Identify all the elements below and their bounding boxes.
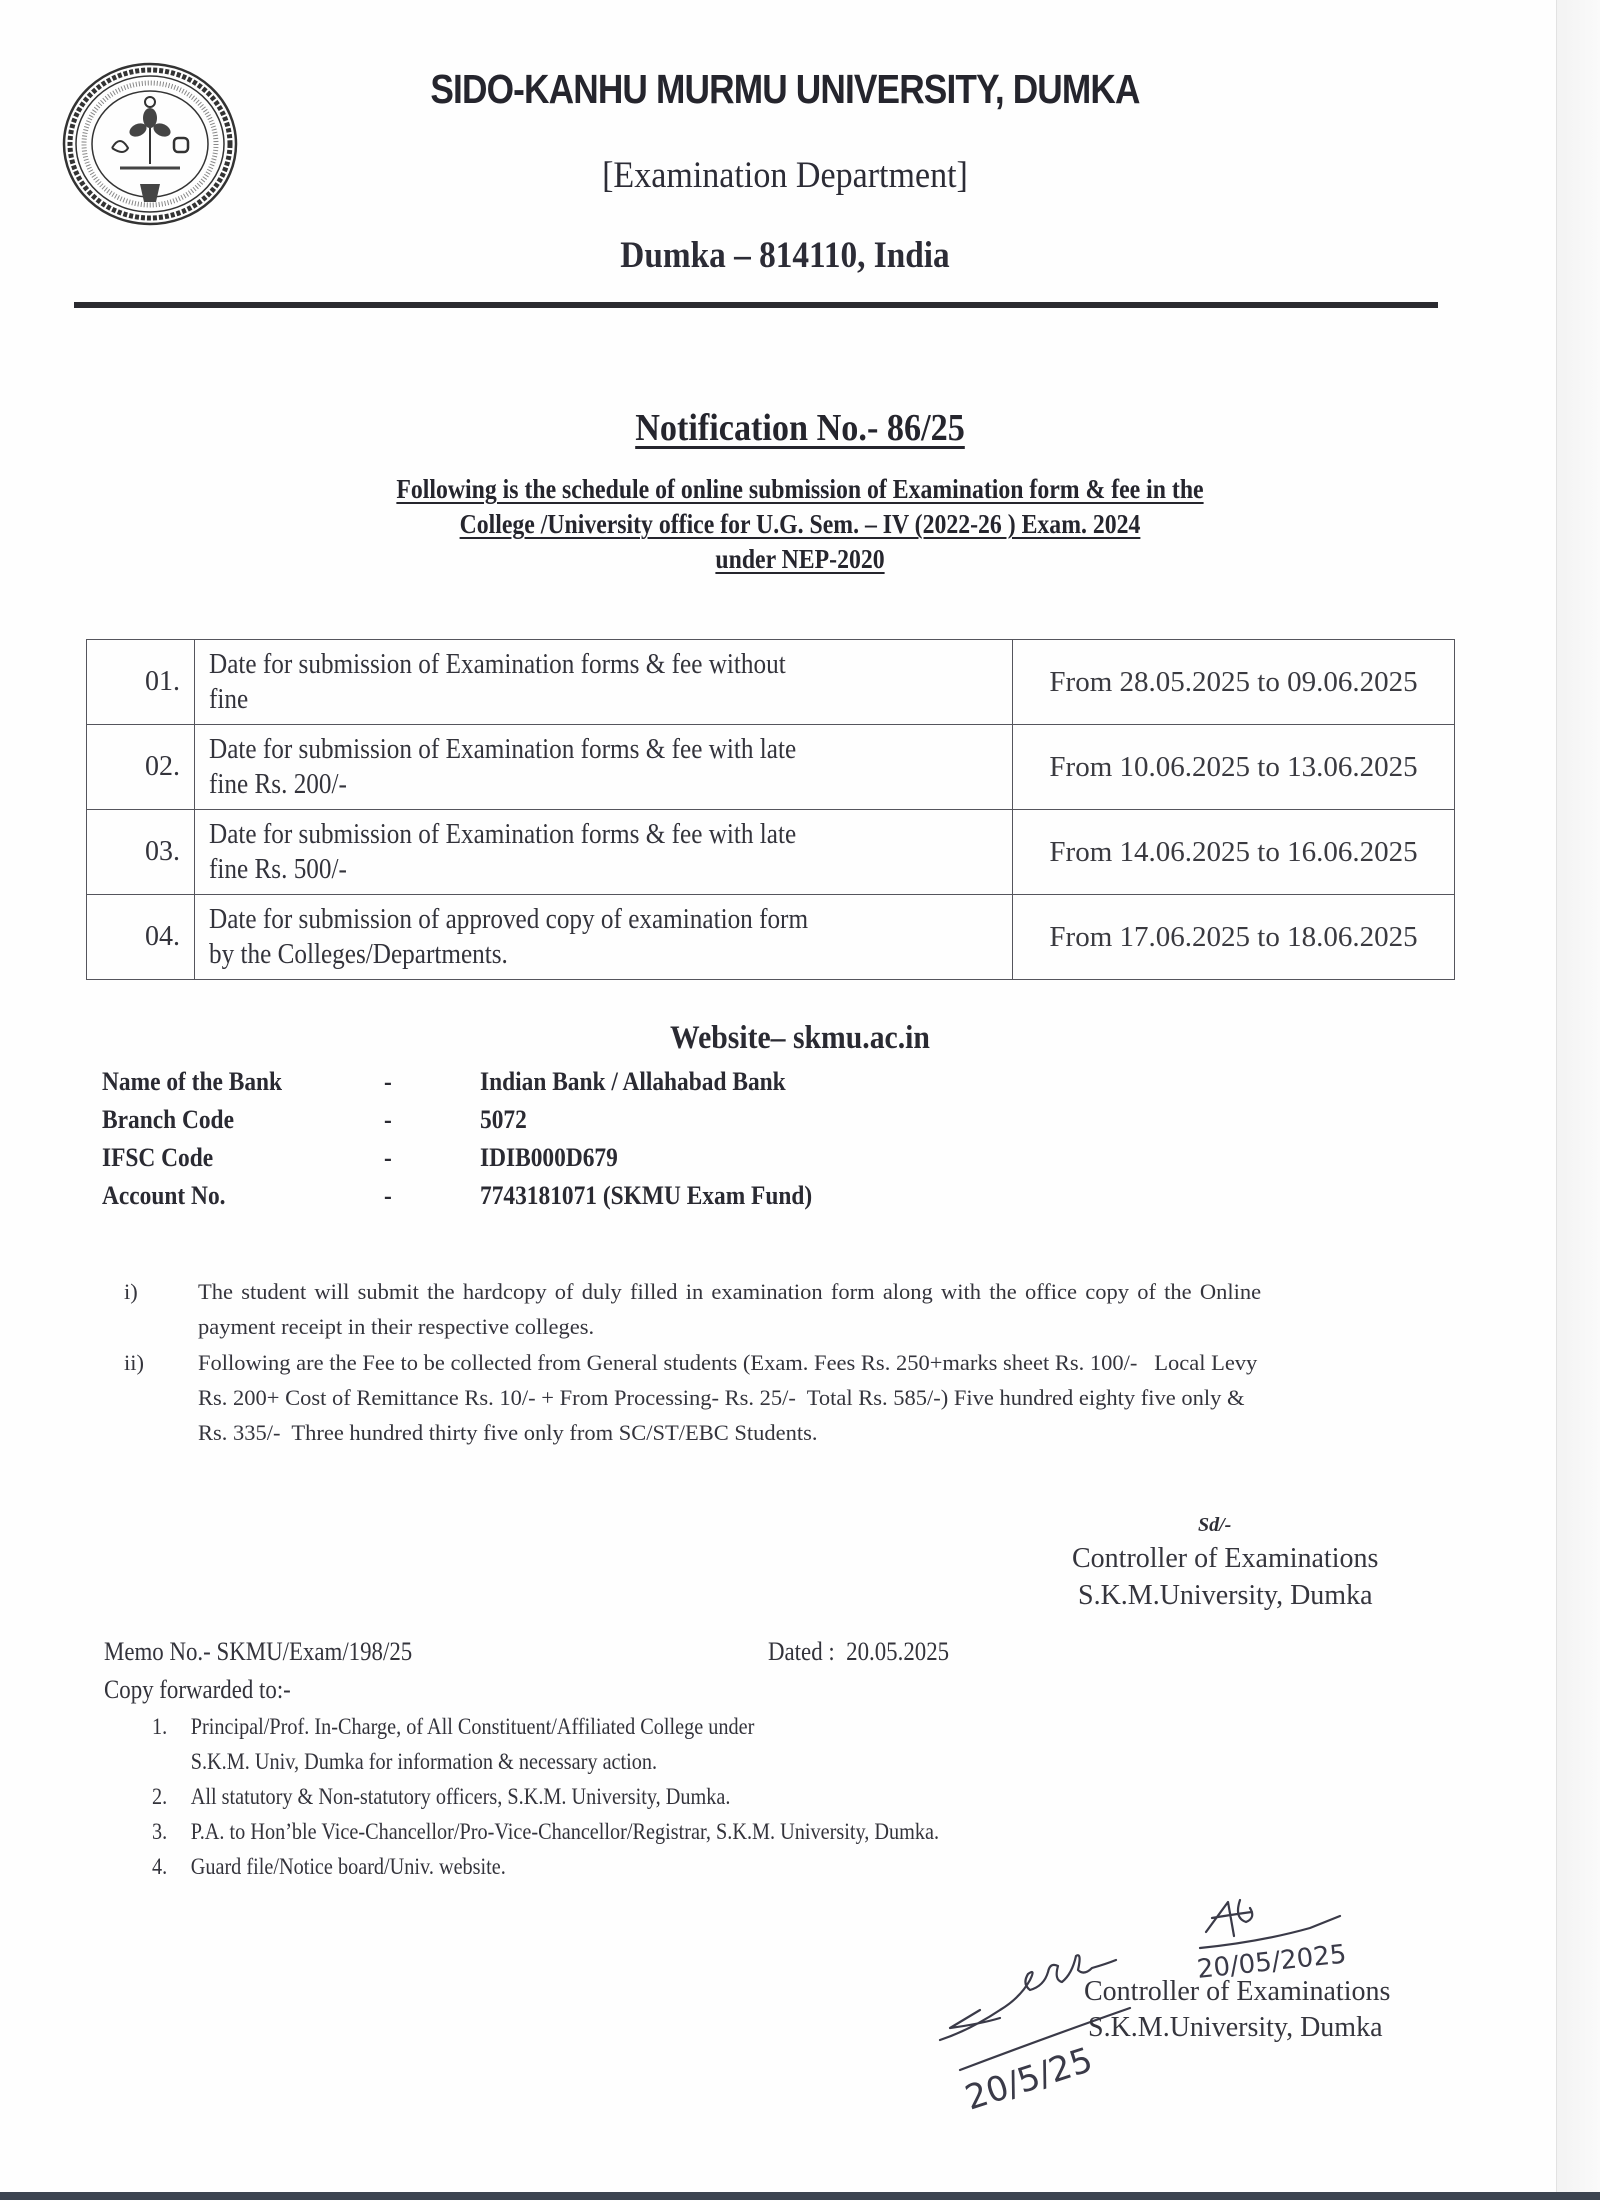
memo-number: Memo No.- SKMU/Exam/198/25: [104, 1637, 413, 1666]
bank-detail-separator: -: [384, 1181, 392, 1210]
university-name: SIDO-KANHU MURMU UNIVERSITY, DUMKA: [430, 66, 1140, 112]
handwritten-date-top: 20/05/2025: [1195, 1939, 1348, 1985]
recipient-text: P.A. to Hon’ble Vice-Chancellor/Pro-Vice-Chancellor/Registrar, S.K.M. University, Dumka.: [190, 1819, 940, 1844]
scan-edge-bottom: [0, 2192, 1600, 2200]
table-row: [87, 810, 1455, 895]
row-description: [195, 810, 1013, 895]
note-line: Following are the Fee to be collected from General students (Exam. Fees Rs. 250+marks sheet Rs. 100/- Local Levy: [198, 1350, 1258, 1375]
note-line: The student will submit the hardcopy of duly filled in examination form along with the office copy of the Online: [198, 1279, 1262, 1304]
description-line: Date for submission of Examination forms & fee with late: [209, 734, 797, 765]
notification-subtitle-line: College /University office for U.G. Sem. – IV (2022-26 ) Exam. 2024: [459, 509, 1141, 539]
recipient-number: 2.: [152, 1784, 168, 1809]
description-line: fine Rs. 200/-: [209, 769, 347, 800]
row-description: [195, 895, 1013, 980]
signoff-institution: S.K.M.University, Dumka: [1078, 1580, 1373, 1611]
table-row: [87, 725, 1455, 810]
final-signoff-title: Controller of Examinations: [1084, 1976, 1391, 2007]
note-line: Rs. 200+ Cost of Remittance Rs. 10/- + From Processing- Rs. 25/- Total Rs. 585/-) Five hundred eighty five only &: [198, 1385, 1245, 1410]
bank-detail-value: 7743181071 (SKMU Exam Fund): [480, 1181, 813, 1210]
recipient-item-continued: [152, 1749, 657, 1775]
bank-detail-separator: -: [384, 1067, 392, 1096]
notification-number: Notification No.- 86/25: [635, 407, 965, 449]
description-line: Date for submission of Examination forms & fee without: [209, 649, 786, 680]
note-text: [198, 1274, 1518, 1344]
recipient-text: Guard file/Notice board/Univ. website.: [190, 1854, 506, 1879]
description-line: by the Colleges/Departments.: [209, 939, 508, 970]
notification-subtitle-line: Following is the schedule of online submission of Examination form & fee in the: [396, 474, 1204, 504]
recipient-number: 3.: [152, 1819, 168, 1844]
signoff-title: Controller of Examinations: [1072, 1543, 1379, 1574]
department-name: [Examination Department]: [602, 155, 968, 196]
note-marker: i): [124, 1279, 138, 1304]
schedule-table: [86, 639, 1455, 980]
description-line: fine Rs. 500/-: [209, 854, 347, 885]
bank-detail-value: 5072: [480, 1105, 527, 1134]
recipient-item: [152, 1854, 506, 1880]
row-serial: 04.: [87, 895, 195, 980]
note-marker: ii): [124, 1350, 144, 1375]
table-row: [87, 640, 1455, 725]
recipient-number: 1.: [152, 1714, 168, 1739]
header-divider: [74, 302, 1438, 308]
recipient-text: Principal/Prof. In-Charge, of All Constituent/Affiliated College under: [190, 1714, 755, 1739]
row-serial: 01.: [87, 640, 195, 725]
description-line: Date for submission of approved copy of examination form: [209, 904, 809, 935]
description-line: Date for submission of Examination forms & fee with late: [209, 819, 797, 850]
recipient-item: [152, 1819, 939, 1845]
row-dates: From 14.06.2025 to 16.06.2025: [1013, 810, 1455, 895]
row-description: [195, 640, 1013, 725]
bank-detail-label: IFSC Code: [102, 1143, 214, 1172]
recipient-number: 4.: [152, 1854, 168, 1879]
bank-detail-separator: -: [384, 1105, 392, 1134]
recipient-text: S.K.M. Univ, Dumka for information & necessary action.: [190, 1749, 658, 1774]
bank-detail-label: Account No.: [102, 1181, 226, 1210]
bank-detail-label: Branch Code: [102, 1105, 234, 1134]
bank-detail-value: IDIB000D679: [480, 1143, 618, 1172]
row-serial: 02.: [87, 725, 195, 810]
bank-detail-value: Indian Bank / Allahabad Bank: [480, 1067, 786, 1096]
recipient-item: [152, 1784, 730, 1810]
bank-detail-separator: -: [384, 1143, 392, 1172]
notification-subtitle-line: under NEP-2020: [715, 544, 885, 574]
scan-edge-right: [1556, 0, 1600, 2192]
table-row: [87, 895, 1455, 980]
signed-marker: Sd/-: [1198, 1514, 1232, 1536]
note-line: payment receipt in their respective colleges.: [198, 1314, 595, 1339]
bank-detail-label: Name of the Bank: [102, 1067, 283, 1096]
row-serial: 03.: [87, 810, 195, 895]
description-line: fine: [209, 684, 249, 715]
row-dates: From 28.05.2025 to 09.06.2025: [1013, 640, 1455, 725]
row-description: [195, 725, 1013, 810]
university-address: Dumka – 814110, India: [620, 235, 950, 276]
row-dates: From 10.06.2025 to 13.06.2025: [1013, 725, 1455, 810]
note-text: [198, 1345, 1518, 1450]
recipient-text: All statutory & Non-statutory officers, S.K.M. University, Dumka.: [190, 1784, 731, 1809]
note-line: Rs. 335/- Three hundred thirty five only from SC/ST/EBC Students.: [198, 1420, 818, 1445]
memo-date: Dated : 20.05.2025: [768, 1637, 950, 1666]
final-signoff-institution: S.K.M.University, Dumka: [1088, 2012, 1383, 2043]
handwritten-date-left: 20/5/25: [960, 2040, 1098, 2119]
copy-forwarded-heading: Copy forwarded to:-: [104, 1675, 291, 1704]
row-dates: From 17.06.2025 to 18.06.2025: [1013, 895, 1455, 980]
website-link[interactable]: Website– skmu.ac.in: [670, 1020, 930, 1056]
recipient-item: [152, 1714, 754, 1740]
